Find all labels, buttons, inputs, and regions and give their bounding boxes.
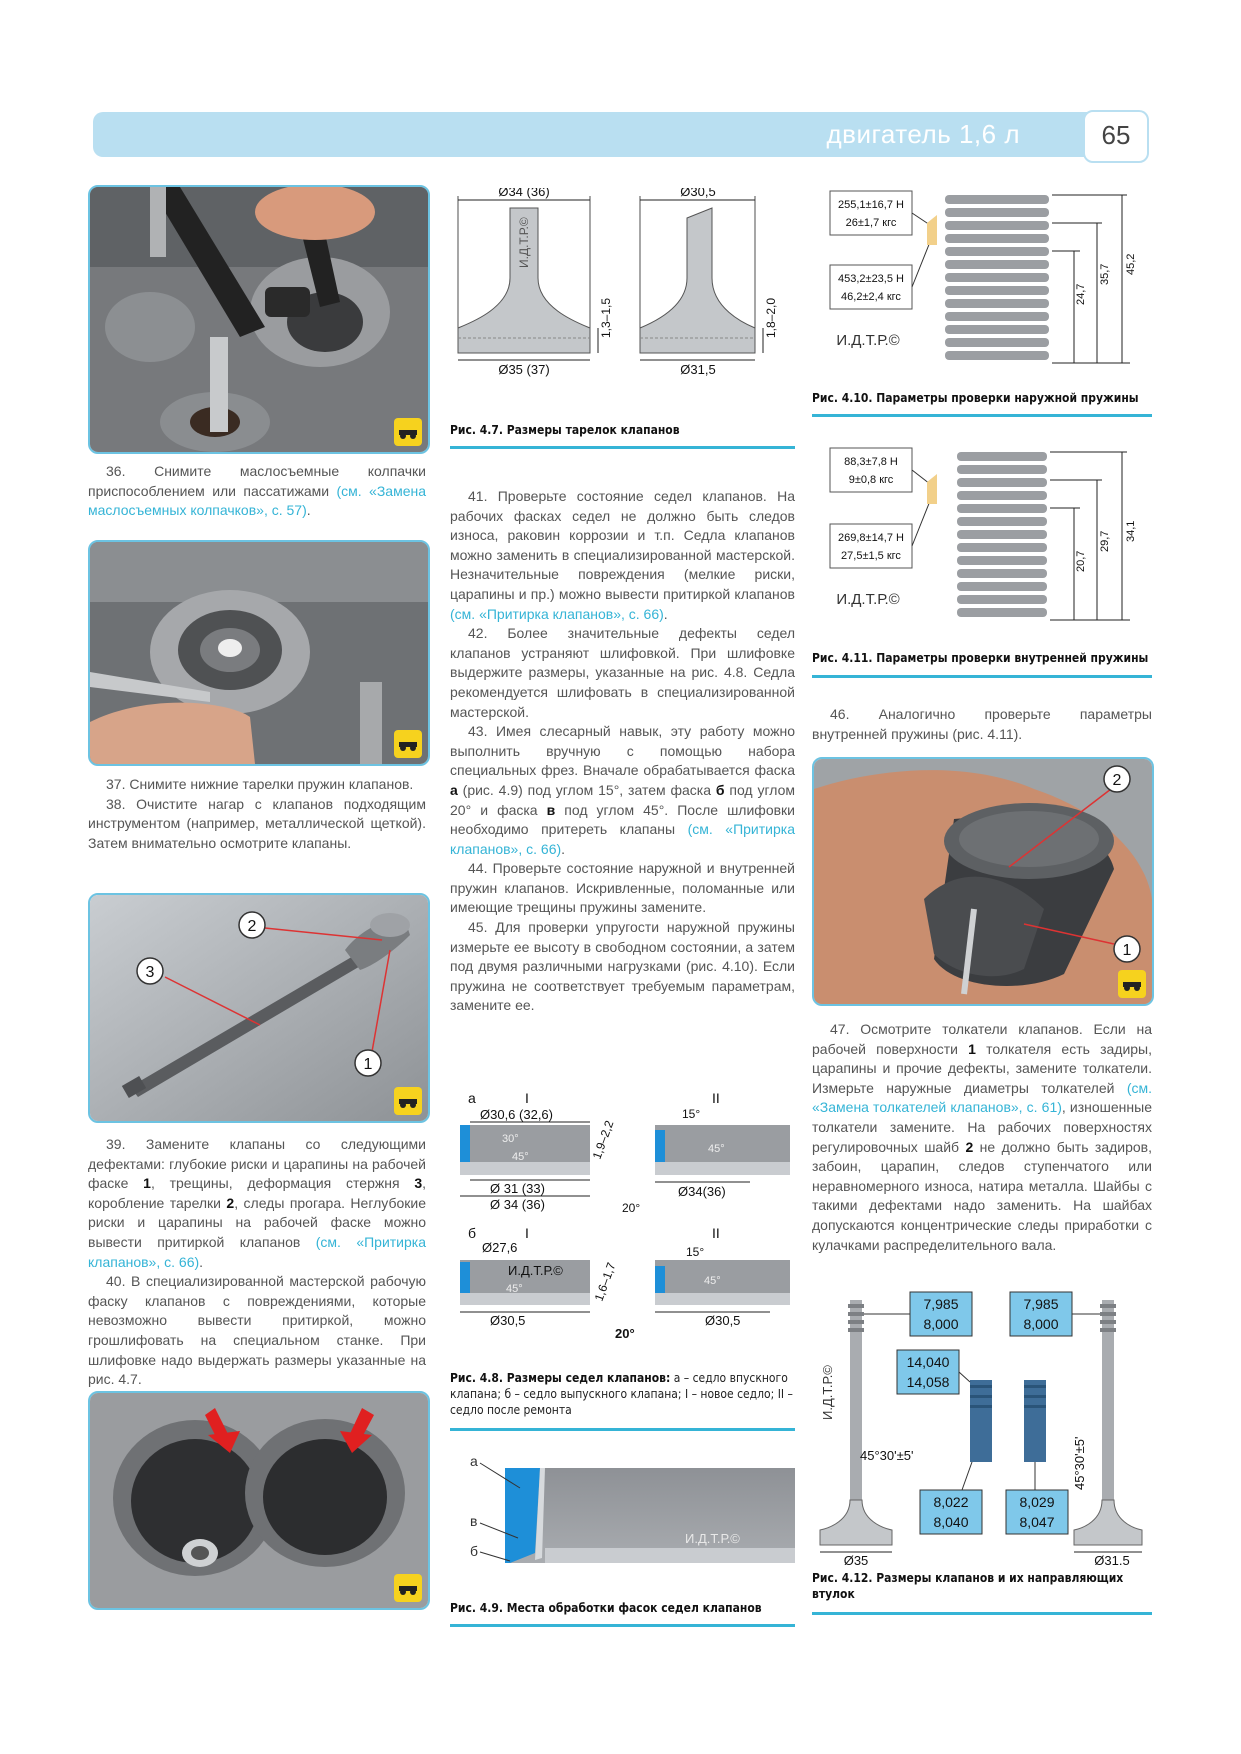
load-2-n: 269,8±14,7 Н bbox=[838, 532, 904, 544]
step-38: 38. Очистите нагар с клапанов подходящим инструментом (например, металлической щеткой). Затем внимательно осмотрите клапаны. bbox=[88, 795, 426, 851]
photo-valve-defects bbox=[88, 893, 430, 1123]
step-39: 39. Замените клапаны со следующими дефектами: глубокие риски и царапины на рабочей фаске 1, трещины, деформация стержня 3, коробление тарелки 2, следы прогара. Неглубокие риски и царапины на рабочей фаске можно вывести притиркой клапанов (см. «Притирка клапанов», с. 66). bbox=[88, 1136, 427, 1270]
load-1-kgf: 9±0,8 кгс bbox=[848, 474, 894, 486]
b2-width: 1,6–1,7 bbox=[591, 1260, 619, 1304]
angle-left: 45°30'±5' bbox=[860, 1448, 914, 1463]
chapter-title: двигатель 1,6 л bbox=[826, 119, 1020, 149]
dim-top-right: Ø30,5 bbox=[680, 188, 716, 199]
page-number: 65 bbox=[1083, 110, 1149, 163]
a-angle-30: 30° bbox=[502, 1133, 519, 1145]
caption-fig-4-7: Рис. 4.7. Размеры тарелок клапанов bbox=[450, 423, 680, 437]
step-45: 45. Для проверки упругости наружной пружины измерьте ее высоту в свободном состоянии, а затем под двумя различными нагрузками (рис. 4.10). Если пружина не соответствует требуемым параметрам, замените ее. bbox=[450, 919, 795, 1014]
a2-angle-15: 15° bbox=[682, 1107, 701, 1121]
step-41: 41. Проверьте состояние седел клапанов. На рабочих фасках седел не должно быть следов износа, раковин коррозии и т.п. Седла клапанов можно заменить в специализированной мастерской. Незначительные повреждения (мелкие риски, царапины и пр.) можно вывести притиркой клапанов (см. «Притирка клапанов», с. 66). bbox=[450, 488, 795, 622]
height-free: 34,1 bbox=[1125, 520, 1137, 542]
outer-spring bbox=[942, 193, 1052, 363]
link-valve-lapping[interactable]: (см. «Притирка клапанов», с. 66) bbox=[88, 1233, 427, 1270]
watermark: И.Д.Т.Р.© bbox=[517, 217, 531, 268]
inner-spring bbox=[957, 452, 1047, 617]
svg-text:7,985: 7,985 bbox=[1023, 1296, 1059, 1312]
svg-text:14,040: 14,040 bbox=[906, 1354, 950, 1370]
page-header-bar bbox=[93, 112, 1138, 157]
spec-box-guide-inner-right bbox=[1006, 1490, 1068, 1534]
load-2-kgf: 46,2±2,4 кгс bbox=[841, 291, 901, 303]
load-1-kgf: 26±1,7 кгс bbox=[845, 217, 897, 229]
watermark: И.Д.Т.Р.© bbox=[836, 332, 900, 349]
caption-fig-4-8: Рис. 4.8. Размеры седел клапанов: а – седло впускного клапана; б – седло выпускного клапана; I – новое седло; II – седло после ремонта bbox=[450, 1371, 793, 1417]
tappet-callout-1 bbox=[1114, 936, 1140, 962]
label-II-2: II bbox=[712, 1225, 720, 1241]
svg-text:8,022: 8,022 bbox=[933, 1494, 969, 1510]
b-dim-1: Ø27,6 bbox=[482, 1240, 518, 1255]
chamfer-label-b: б bbox=[470, 1543, 479, 1559]
steps-41-45-text bbox=[450, 487, 795, 1016]
figure-4-10-outer-spring bbox=[812, 185, 1152, 385]
svg-text:3: 3 bbox=[145, 964, 155, 981]
link-valve-lapping[interactable]: (см. «Притирка клапанов», с. 66) bbox=[450, 605, 664, 622]
b2-dim: Ø30,5 bbox=[705, 1313, 741, 1328]
step-42: 42. Более значительные дефекты седел клапанов устраняют шлифовкой. При шлифовке выдержите размеры, указанные на рис. 4.8. Седла рекомендуется шлифовать в специализированной мастерской. bbox=[450, 625, 795, 720]
angle-right: 45°30'±5' bbox=[1072, 1436, 1087, 1490]
b2-angle-20: 20° bbox=[615, 1326, 635, 1341]
label-I: I bbox=[525, 1090, 529, 1106]
a2-angle-45: 45° bbox=[708, 1143, 725, 1155]
divider bbox=[450, 1428, 795, 1431]
valve-callout-2 bbox=[239, 912, 265, 938]
a2-angle-20: 20° bbox=[622, 1201, 641, 1215]
chamfer-label-a: а bbox=[470, 1453, 478, 1469]
a2-dim: Ø34(36) bbox=[678, 1184, 726, 1199]
load-1-n: 88,3±7,8 Н bbox=[844, 456, 898, 468]
valve-diameter-right: Ø31,5 bbox=[1094, 1553, 1130, 1565]
repair-level-icon bbox=[394, 1087, 422, 1115]
step-36-text: 36. Снимите маслосъемные колпачки приспособлением или пассатижами (см. «Замена маслосъемных колпачков», с. 57). bbox=[88, 463, 426, 519]
link-oil-seal-replacement[interactable]: (см. «Замена маслосъемных колпачков», с. 57) bbox=[88, 482, 426, 519]
label-I-2: I bbox=[525, 1225, 529, 1241]
svg-text:8,000: 8,000 bbox=[923, 1316, 959, 1332]
height-loaded-2: 24,7 bbox=[1075, 283, 1087, 305]
tappet-callout-2 bbox=[1104, 766, 1130, 792]
divider bbox=[812, 1612, 1152, 1615]
figure-4-12-valves-guides bbox=[812, 1290, 1152, 1565]
photo-spring-plate-removal bbox=[88, 540, 430, 766]
dim-side-right: 1,8–2,0 bbox=[764, 297, 778, 338]
repair-level-icon bbox=[394, 1574, 422, 1602]
svg-text:2: 2 bbox=[1112, 772, 1122, 789]
step-43: 43. Имея слесарный навык, эту работу можно выполнить вручную с помощью набора специальных фрез. Вначале обрабатывается фаска а (рис. 4.9) под углом 15°, затем фаска б под углом 20° и фаска в под углом 45°. После шлифовки необходимо притереть клапаны (см. «Притирка клапанов», с. 66). bbox=[450, 723, 795, 857]
svg-text:8,047: 8,047 bbox=[1019, 1514, 1055, 1530]
svg-text:14,058: 14,058 bbox=[906, 1374, 950, 1390]
a-dim-3: Ø 34 (36) bbox=[490, 1197, 545, 1212]
svg-text:1: 1 bbox=[1122, 942, 1132, 959]
step-46-text: 46. Аналогично проверьте параметры внутренней пружины (рис. 4.11). bbox=[812, 706, 1152, 742]
step-44: 44. Проверьте состояние наружной и внутренней пружин клапанов. Искривленные, поломанные или имеющие трещины пружины замените. bbox=[450, 860, 795, 916]
spec-box-guide-outer bbox=[897, 1350, 959, 1394]
height-loaded-1: 29,7 bbox=[1099, 530, 1111, 552]
caption-fig-4-9: Рис. 4.9. Места обработки фасок седел клапанов bbox=[450, 1601, 762, 1615]
spec-box-valve-stem-left bbox=[910, 1292, 972, 1336]
chamfer-label-v: в bbox=[470, 1513, 478, 1529]
dim-bottom-left: Ø35 (37) bbox=[498, 362, 550, 377]
dim-top-left: Ø34 (36) bbox=[498, 188, 550, 199]
load-1-n: 255,1±16,7 Н bbox=[838, 199, 904, 211]
step-37: 37. Снимите нижние тарелки пружин клапанов. bbox=[106, 776, 414, 792]
a-angle-45: 45° bbox=[512, 1151, 529, 1163]
watermark: И.Д.Т.Р.© bbox=[820, 1365, 835, 1420]
spec-box-guide-inner-left bbox=[920, 1490, 982, 1534]
repair-level-icon bbox=[394, 418, 422, 446]
svg-text:8,040: 8,040 bbox=[933, 1514, 969, 1530]
valve-callout-1 bbox=[355, 1050, 381, 1076]
step-47-text: 47. Осмотрите толкатели клапанов. Если на рабочей поверхности 1 толкателя есть задиры, царапины и прочие дефекты, замените толкатели. Измерьте наружные диаметры толкателей (см. «Замена толкателей клапанов», с. 61), изношенные толкатели замените. На рабочих поверхностях регулировочных шайб 2 не должно быть задиров, забоин, царапин, следов ступенчатого или неравномерного износа, натира металла. Шайбы с такими дефектами надо заменить. На шайбах допускаются концентрические следы приработки с кулачками распределительного вала. bbox=[812, 1021, 1153, 1253]
figure-4-11-inner-spring bbox=[812, 442, 1152, 642]
svg-text:8,000: 8,000 bbox=[1023, 1316, 1059, 1332]
link-tappet-replacement[interactable]: (см. «Замена толкателей клапанов», с. 61) bbox=[812, 1079, 1152, 1116]
divider bbox=[450, 446, 795, 449]
svg-text:8,029: 8,029 bbox=[1019, 1494, 1055, 1510]
height-loaded-2: 20,7 bbox=[1075, 550, 1087, 572]
caption-fig-4-11: Рис. 4.11. Параметры проверки внутренней пружины bbox=[812, 651, 1149, 665]
photo-oil-seal-removal bbox=[88, 185, 430, 454]
load-2-kgf: 27,5±1,5 кгс bbox=[841, 550, 901, 562]
caption-fig-4-12: Рис. 4.12. Размеры клапанов и их направляющих втулок bbox=[812, 1571, 1124, 1601]
steps-39-40-text bbox=[88, 1135, 426, 1390]
watermark: И.Д.Т.Р.© bbox=[508, 1263, 563, 1278]
dim-bottom-right: Ø31,5 bbox=[680, 362, 716, 377]
divider bbox=[812, 414, 1152, 417]
valve-callout-3 bbox=[137, 958, 163, 984]
svg-text:1: 1 bbox=[363, 1056, 373, 1073]
figure-4-9-seat-chamfers bbox=[450, 1448, 795, 1593]
photo-valve-seats bbox=[88, 1391, 430, 1610]
link-valve-lapping[interactable]: (см. «Притирка клапанов», с. 66) bbox=[450, 821, 795, 857]
load-2-n: 453,2±23,5 Н bbox=[838, 273, 904, 285]
divider bbox=[812, 675, 1152, 678]
repair-level-icon bbox=[394, 730, 422, 758]
watermark: И.Д.Т.Р.© bbox=[836, 591, 900, 608]
svg-text:7,985: 7,985 bbox=[923, 1296, 959, 1312]
caption-fig-4-10: Рис. 4.10. Параметры проверки наружной пружины bbox=[812, 391, 1139, 405]
a2-width: 1,9–2,2 bbox=[589, 1118, 617, 1162]
repair-level-icon bbox=[1118, 970, 1146, 998]
b-angle-45: 45° bbox=[506, 1283, 523, 1295]
label-a: а bbox=[468, 1090, 476, 1106]
label-II: II bbox=[712, 1090, 720, 1106]
svg-text:2: 2 bbox=[247, 918, 257, 935]
dim-side-left: 1,3–1,5 bbox=[599, 297, 613, 338]
height-loaded-1: 35,7 bbox=[1099, 263, 1111, 285]
figure-4-8-valve-seats bbox=[450, 1090, 795, 1345]
photo-tappet bbox=[812, 757, 1154, 1006]
valve-diameter-left: Ø35 bbox=[843, 1553, 869, 1565]
a-dim-1: Ø30,6 (32,6) bbox=[480, 1107, 553, 1122]
b2-angle-15: 15° bbox=[686, 1245, 705, 1259]
divider bbox=[450, 1624, 795, 1627]
step-40: 40. В специализированной мастерской рабочую фаску клапанов с повреждениями, которые невозможно вывести притиркой, можно грошлифовать на специальном станке. При шлифовке надо выдержать размеры указанные на рис. 4.7. bbox=[88, 1273, 426, 1388]
height-free: 45,2 bbox=[1125, 253, 1137, 275]
label-b: б bbox=[468, 1225, 477, 1241]
a-dim-2: Ø 31 (33) bbox=[490, 1181, 545, 1196]
watermark: И.Д.Т.Р.© bbox=[685, 1531, 740, 1546]
spec-box-valve-stem-right bbox=[1010, 1292, 1072, 1336]
b-dim-2: Ø30,5 bbox=[490, 1313, 526, 1328]
steps-37-38-text bbox=[88, 775, 426, 853]
figure-4-7-valve-plates bbox=[450, 188, 795, 410]
b2-angle-45: 45° bbox=[704, 1275, 721, 1287]
